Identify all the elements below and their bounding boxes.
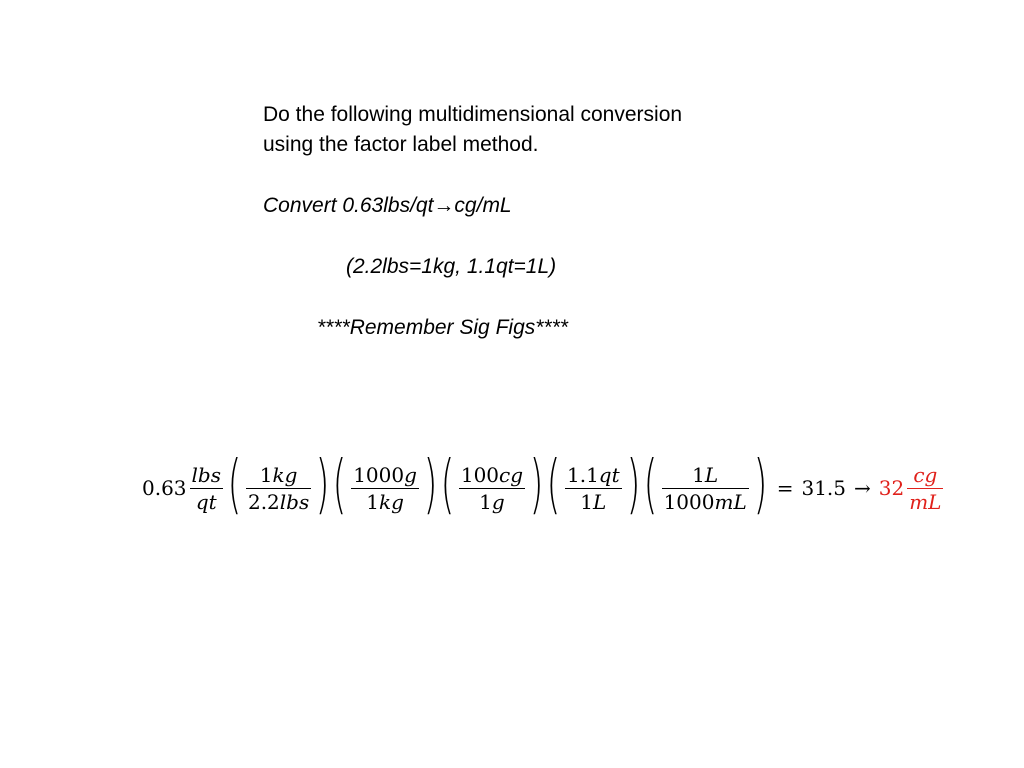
close-paren: ) [626, 448, 640, 522]
factor-2-numerator: 1000g [353, 462, 417, 487]
open-paren: ( [546, 448, 561, 522]
factor-1-numerator: 1kg [259, 462, 298, 487]
open-paren: ( [643, 448, 657, 522]
factor-2-denominator: 1kg [366, 489, 404, 514]
equals-sign: = [776, 476, 794, 500]
final-answer-unit [907, 462, 943, 515]
given-equivalences: (2.2lbs=1kg, 1.1qt=1L) [346, 255, 557, 278]
factor-3-denominator: 1g [479, 489, 505, 514]
start-unit-fraction [190, 462, 223, 515]
factor-1-denominator: 2.2lbs [247, 489, 310, 514]
conversion-factor-3 [459, 462, 525, 515]
close-paren: ) [529, 448, 544, 522]
final-answer-value: 32 [878, 476, 905, 500]
factor-5-numerator: 1L [692, 462, 719, 487]
conversion-factor-4 [565, 462, 622, 515]
instruction-line-2: using the factor label method. [263, 133, 539, 156]
instruction-line-1: Do the following multidimensional conversion [263, 103, 683, 126]
start-denominator-unit: qt [195, 489, 217, 514]
sig-figs-reminder: ****Remember Sig Figs**** [317, 316, 568, 339]
raw-result: 31.5 [801, 476, 846, 500]
final-numerator-unit: cg [913, 462, 938, 487]
open-paren: ( [332, 448, 347, 522]
open-paren: ( [227, 448, 242, 522]
convert-prompt: Convert 0.63lbs/qt→cg/mL [263, 194, 512, 217]
factor-4-denominator: 1L [580, 489, 607, 514]
open-paren: ( [440, 448, 455, 522]
close-paren: ) [753, 448, 768, 522]
conversion-equation [142, 448, 946, 528]
start-value: 0.63 [142, 476, 187, 500]
conversion-factor-1 [246, 462, 311, 515]
final-denominator-unit: mL [909, 489, 942, 514]
factor-4-numerator: 1.1qt [566, 462, 620, 487]
close-paren: ) [423, 448, 438, 522]
conversion-factor-5 [662, 462, 749, 515]
arrow-icon: → [854, 476, 871, 500]
conversion-factor-2 [351, 462, 419, 515]
instructions-block [263, 100, 783, 343]
close-paren: ) [315, 448, 330, 522]
start-numerator-unit: lbs [191, 462, 221, 487]
factor-3-numerator: 100cg [460, 462, 524, 487]
factor-5-denominator: 1000mL [663, 489, 747, 514]
